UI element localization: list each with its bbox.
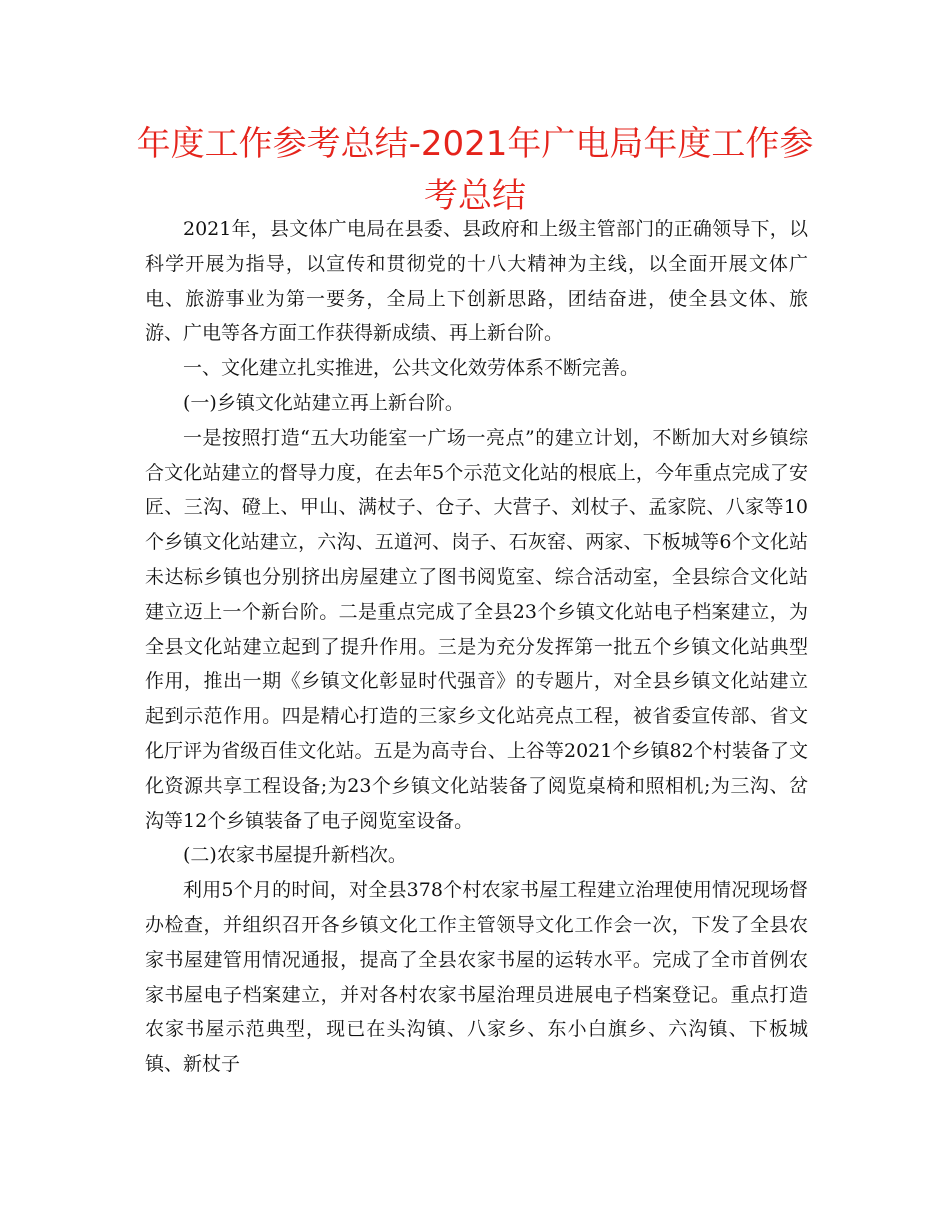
document-title: 年度工作参考总结-2021年广电局年度工作参考总结 xyxy=(136,124,814,216)
subsection-heading-1: (一)乡镇文化站建立再上新台阶。 xyxy=(183,391,464,414)
subsection-heading-2: (二)农家书屋提升新档次。 xyxy=(183,844,407,867)
section-heading-1: 一、文化建立扎实推进，公共文化效劳体系不断完善。 xyxy=(183,357,640,380)
paragraph-farm-libraries: 利用5个月的时间，对全县378个村农家书屋工程建立治理使用情况现场督办检查，并组织召开各乡镇文化工作主管领导文化工作会一次，下发了全县农家书屋建管用情况通报，提高了全县农家书屋的运转水平。完成了全市首例农家书屋电子档案建立，并对各村农家书屋治理员进展电子档案登记。重点打造农家书屋示范典型，现已在头沟镇、八家乡、东小白旗乡、六沟镇、下板城镇、新杖子 xyxy=(145,879,808,1076)
paragraph-intro: 2021年，县文体广电局在县委、县政府和上级主管部门的正确领导下，以科学开展为指导，以宣传和贯彻党的十八大精神为主线，以全面开展文体广电、旅游事业为第一要务，全局上下创新思路，团结奋进，使全县文体、旅游、广电等各方面工作获得新成绩、再上新台阶。 xyxy=(145,218,808,345)
paragraph-culture-stations: 一是按照打造“五大功能室一广场一亮点”的建立计划，不断加大对乡镇综合文化站建立的督导力度，在去年5个示范文化站的根底上，今年重点完成了安匠、三沟、磴上、甲山、满杖子、仓子、大营子、刘杖子、孟家院、八家等10个乡镇文化站建立，六沟、五道河、岗子、石灰窑、两家、下板城等6个文化站未达标乡镇也分别挤出房屋建立了图书阅览室、综合活动室，全县综合文化站建立迈上一个新台阶。二是重点完成了全县23个乡镇文化站电子档案建立，为全县文化站建立起到了提升作用。三是为充分发挥第一批五个乡镇文化站典型作用，推出一期《乡镇文化彰显时代强音》的专题片，对全县乡镇文化站建立起到示范作用。四是精心打造的三家乡文化站亮点工程，被省委宣传部、省文化厅评为省级百佳文化站。五是为高寺台、上谷等2021个乡镇82个村装备了文化资源共享工程设备;为23个乡镇文化站装备了阅览桌椅和照相机;为三沟、岔沟等12个乡镇装备了电子阅览室设备。 xyxy=(145,426,808,832)
document-body xyxy=(145,212,808,1082)
